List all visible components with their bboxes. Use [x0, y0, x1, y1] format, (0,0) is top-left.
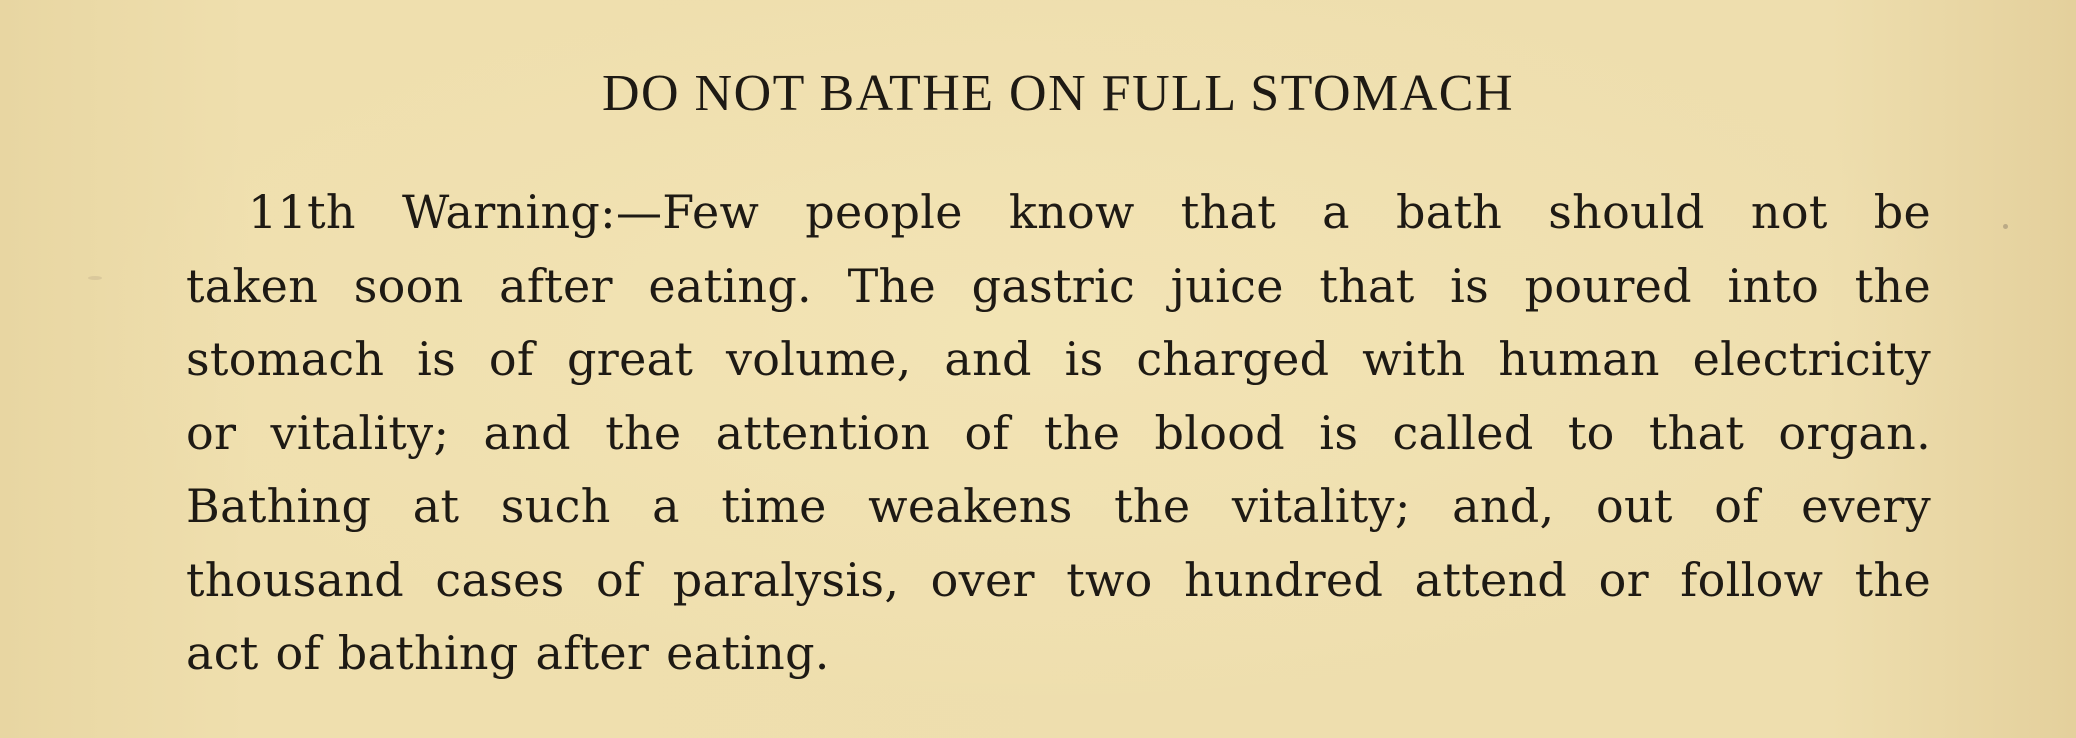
- paragraph-line-4: or vitality; and the attention of the blood is called to that organ.: [186, 405, 1931, 460]
- paragraph-line-6: thousand cases of paralysis, over two hundred attend or follow the: [186, 552, 1931, 607]
- section-heading: DO NOT BATHE ON FULL STOMACH: [601, 65, 1515, 122]
- paragraph-line-1: 11th Warning:—Few people know that a bath should not be: [248, 185, 1931, 239]
- paper-speck: [2003, 224, 2008, 229]
- paragraph-line-7: act of bathing after eating.: [186, 626, 830, 680]
- paragraph-line-2: taken soon after eating. The gastric juice that is poured into the: [186, 258, 1931, 313]
- warning-paragraph: [186, 176, 1931, 691]
- paper-speck: [88, 276, 102, 280]
- paragraph-line-5: Bathing at such a time weakens the vitality; and, out of every: [186, 479, 1931, 533]
- paragraph-line-3: stomach is of great volume, and is charged with human electricity: [186, 332, 1931, 386]
